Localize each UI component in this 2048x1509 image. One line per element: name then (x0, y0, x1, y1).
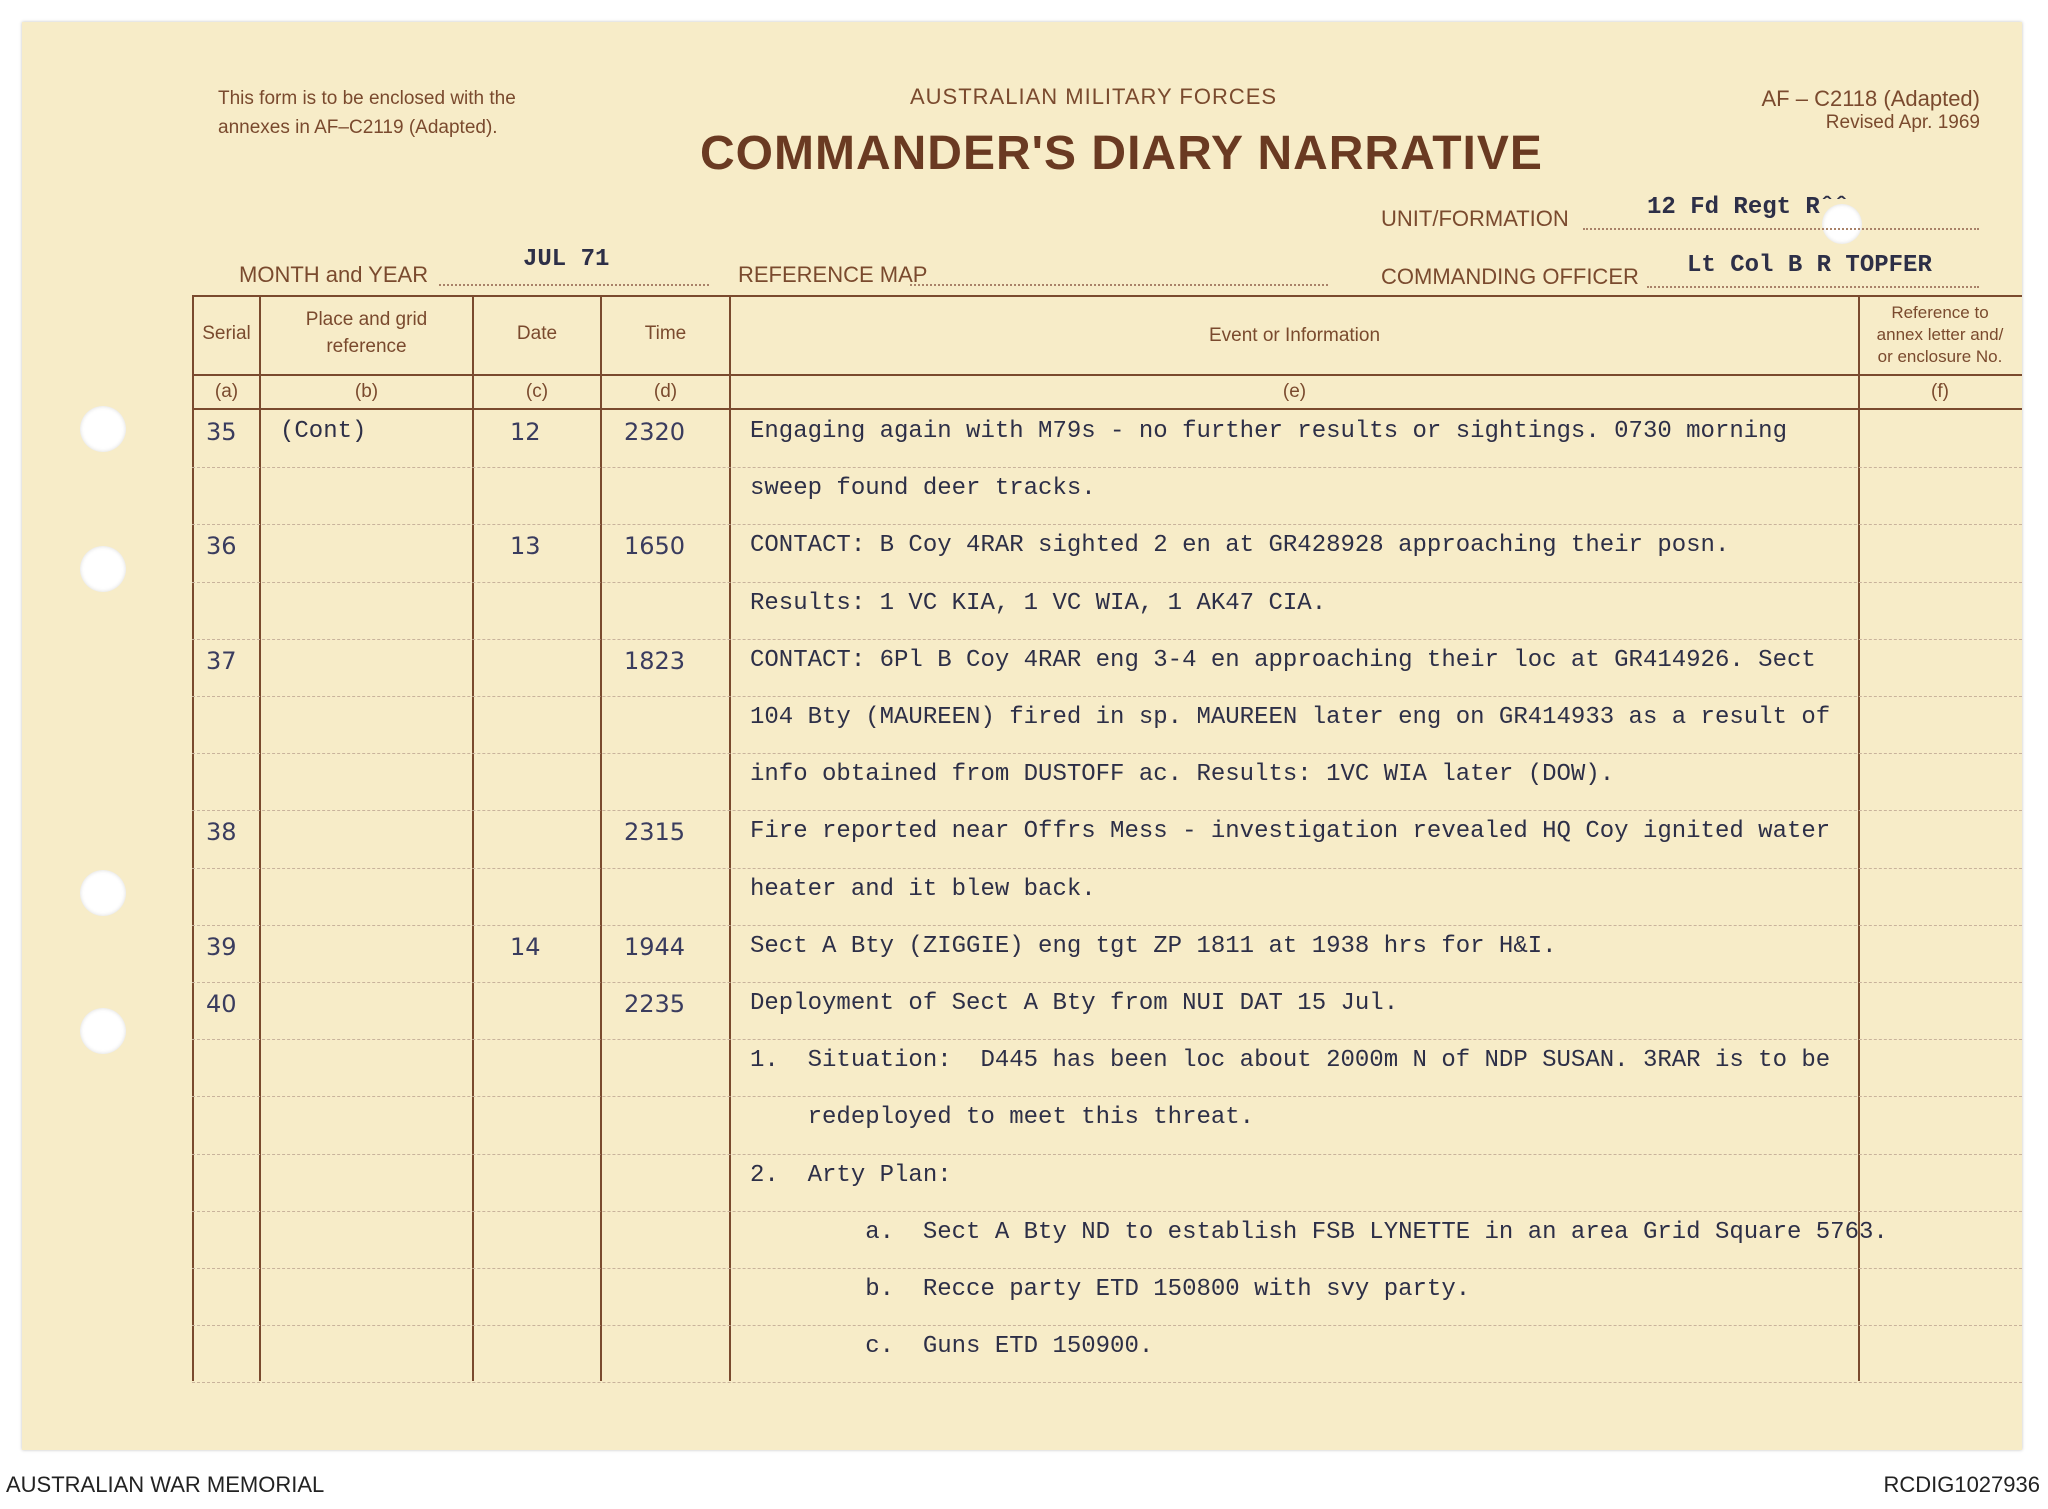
header-serial: Serial (202, 323, 251, 344)
serial-cell: 40 (206, 990, 237, 1018)
table-top-border (192, 295, 2022, 297)
date-cell: 12 (510, 418, 541, 446)
table-header-border (192, 374, 2022, 376)
event-cell: redeployed to meet this threat. (750, 1104, 1255, 1132)
row-rule (192, 1096, 2022, 1097)
letter-d: (d) (653, 381, 678, 402)
serial-cell: 36 (206, 532, 237, 561)
row-rule (192, 1268, 2022, 1269)
row-rule (192, 1382, 2022, 1383)
co-dotline (1647, 286, 1979, 288)
co-value: Lt Col B R TOPFER (1687, 252, 1932, 279)
header-event: Event or Information (1208, 325, 1381, 346)
header-ref-line2: annex letter and/ (1876, 325, 2004, 344)
form-title: COMMANDER'S DIARY NARRATIVE (700, 127, 1543, 180)
event-cell: info obtained from DUSTOFF ac. Results: 1VC WIA later (DOW). (750, 761, 1615, 789)
unit-label: UNIT/FORMATION (1381, 206, 1569, 231)
header-time: Time (644, 323, 687, 344)
serial-cell: 35 (206, 418, 237, 446)
serial-cell: 37 (206, 646, 237, 675)
event-cell: Fire reported near Offrs Mess - investigation revealed HQ Coy ignited water (750, 818, 1831, 846)
table-letter-border (192, 408, 2022, 410)
header-place (261, 306, 472, 360)
time-cell: 1823 (624, 646, 686, 675)
col-divider (729, 295, 731, 1381)
time-cell: 2315 (624, 818, 686, 847)
event-cell: CONTACT: 6Pl B Coy 4RAR eng 3-4 en approaching their loc at GR414926. Sect (750, 646, 1816, 674)
row-rule (192, 1039, 2022, 1040)
header-date: Date (516, 323, 558, 344)
footer-left: AUSTRALIAN WAR MEMORIAL (6, 1472, 325, 1497)
row-rule (192, 639, 2022, 640)
row-rule (192, 1211, 2022, 1212)
time-cell: 2320 (624, 418, 686, 446)
month-label: MONTH and YEAR (239, 262, 429, 287)
time-cell: 2235 (624, 990, 686, 1018)
row-rule (192, 467, 2022, 468)
organisation-name: AUSTRALIAN MILITARY FORCES (910, 84, 1278, 109)
month-dotline (439, 284, 709, 286)
refmap-dotline (910, 284, 1328, 286)
col-divider (600, 295, 602, 1381)
event-cell: c. Guns ETD 150900. (750, 1333, 1154, 1361)
row-rule (192, 1154, 2022, 1155)
event-cell: sweep found deer tracks. (750, 475, 1096, 503)
header-ref-line1: Reference to (1891, 303, 1989, 322)
letter-e: (e) (1282, 381, 1307, 402)
row-rule (192, 753, 2022, 754)
event-cell: heater and it blew back. (750, 875, 1096, 903)
event-cell: CONTACT: B Coy 4RAR sighted 2 en at GR428928 approaching their posn. (750, 532, 1730, 560)
form-revised: Revised Apr. 1969 (1825, 112, 1980, 133)
row-rule (192, 982, 2022, 983)
time-cell: 1650 (624, 532, 686, 561)
row-rule (192, 696, 2022, 697)
event-cell: 2. Arty Plan: (750, 1161, 952, 1189)
letter-a: (a) (214, 381, 239, 402)
col-divider (259, 295, 261, 1381)
col-divider (472, 295, 474, 1381)
header-reference (1860, 302, 2020, 368)
letter-f: (f) (1931, 381, 1949, 402)
form-note-line1: This form is to be enclosed with the (218, 88, 516, 109)
form-note (218, 84, 516, 142)
punch-hole (80, 546, 126, 592)
header-place-line2: reference (326, 336, 407, 357)
unit-dotline (1583, 228, 1979, 230)
row-rule (192, 524, 2022, 525)
col-divider (192, 295, 194, 1381)
event-cell: Results: 1 VC KIA, 1 VC WIA, 1 AK47 CIA. (750, 589, 1327, 617)
time-cell: 1944 (624, 932, 686, 961)
punch-hole (80, 1008, 126, 1054)
event-cell: 104 Bty (MAUREEN) fired in sp. MAUREEN later eng on GR414933 as a result of (750, 704, 1831, 731)
row-rule (192, 868, 2022, 869)
unit-value: 12 Fd Regt Rˆˆ (1647, 194, 1849, 221)
footer-right: RCDIG1027936 (1883, 1472, 2040, 1497)
form-note-line2: annexes in AF–C2119 (Adapted). (218, 117, 498, 138)
form-number: AF – C2118 (Adapted) (1761, 86, 1980, 111)
event-cell: Deployment of Sect A Bty from NUI DAT 15 Jul. (750, 990, 1399, 1017)
row-rule (192, 1325, 2022, 1326)
date-cell: 13 (510, 532, 541, 561)
date-cell: 14 (510, 932, 541, 961)
event-cell: a. Sect A Bty ND to establish FSB LYNETTE in an area Grid Square 5763. (750, 1218, 1888, 1246)
event-cell: 1. Situation: D445 has been loc about 2000m N of NDP SUSAN. 3RAR is to be (750, 1047, 1831, 1075)
event-cell: b. Recce party ETD 150800 with svy party. (750, 1276, 1471, 1303)
header-place-line1: Place and grid (305, 309, 428, 330)
month-value: JUL 71 (523, 246, 610, 273)
refmap-label: REFERENCE MAP (738, 262, 928, 287)
event-cell: Sect A Bty (ZIGGIE) eng tgt ZP 1811 at 1938 hrs for H&I. (750, 932, 1557, 960)
co-label: COMMANDING OFFICER (1381, 264, 1639, 289)
row-rule (192, 925, 2022, 926)
serial-cell: 38 (206, 818, 237, 847)
row-rule (192, 582, 2022, 583)
event-cell: Engaging again with M79s - no further results or sightings. 0730 morning (750, 418, 1787, 445)
punch-hole (80, 870, 126, 916)
place-cell: (Cont) (280, 418, 367, 445)
letter-b: (b) (354, 381, 379, 402)
serial-cell: 39 (206, 932, 237, 961)
header-ref-line3: or enclosure No. (1877, 347, 2003, 366)
letter-c: (c) (525, 381, 549, 402)
punch-hole (80, 406, 126, 452)
row-rule (192, 810, 2022, 811)
